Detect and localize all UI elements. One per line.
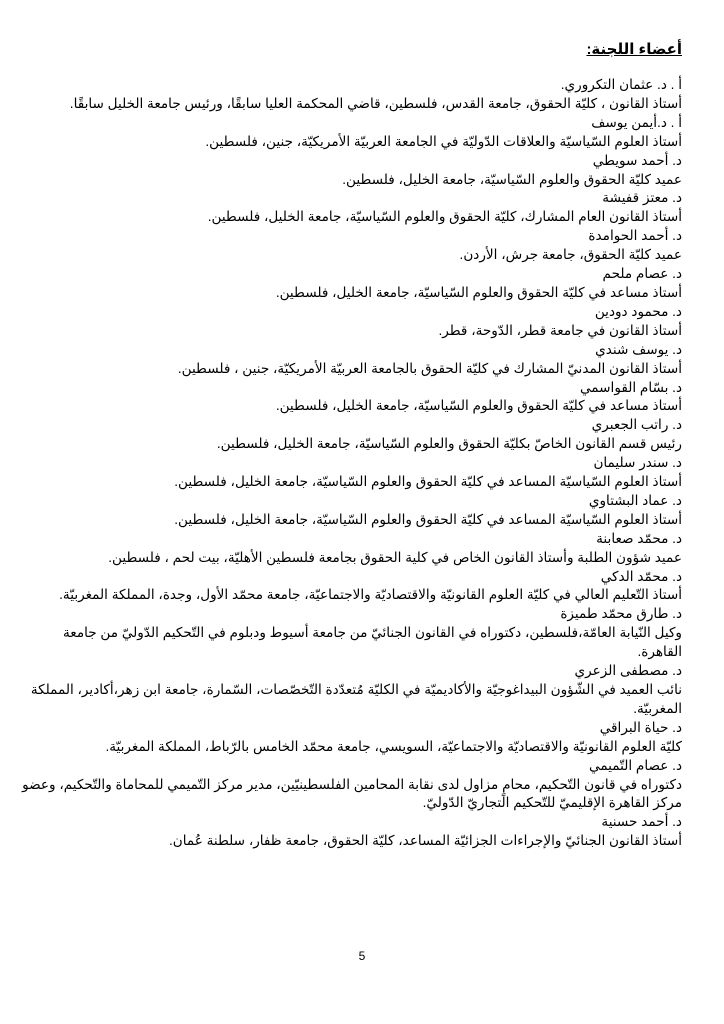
member-entry [22, 303, 682, 341]
member-name: د. سندر سليمان [593, 455, 682, 471]
member-title: أستاذ القانون في جامعة قطر، الدّوحة، قطر. [438, 322, 682, 338]
member-name: د. بسّام القواسمي [579, 379, 682, 395]
member-entry [22, 76, 682, 114]
member-title: أستاذ مساعد في كليّة الحقوق والعلوم السّياسيّة، جامعة الخليل، فلسطين. [275, 284, 682, 300]
member-name: د. معتز قفيشة [602, 190, 682, 206]
member-title: كليّة العلوم القانونيّة والاقتصاديّة والاجتماعيّة، السويسي، جامعة محمّد الخامس بالرّباط، المملكة المغربيّة. [105, 738, 682, 754]
member-title: عميد كليّة الحقوق، جامعة جرش، الأردن. [459, 247, 682, 263]
page-number: 5 [358, 949, 366, 963]
member-name: د. عصام التّميمي [588, 757, 682, 773]
member-title: أستاذ القانون المدنيّ المشارك في كليّة الحقوق بالجامعة العربيّة الأمريكيّة، جنين ، فلسطين. [177, 360, 682, 376]
member-entry [22, 227, 682, 265]
member-name: د. محمود دودين [594, 303, 682, 319]
member-name: أ . د.أيمن يوسف [591, 114, 682, 130]
member-name: د. عماد البشتاوي [588, 492, 682, 508]
member-name: د. مصطفى الزعري [574, 663, 682, 679]
member-title: عميد شؤون الطلبة وأستاذ القانون الخاص في كلية الحقوق بجامعة فلسطين الأهليّة، بيت لحم ، فلسطين. [108, 549, 682, 565]
member-entry [22, 189, 682, 227]
member-title: أستاذ التّعليم العالي في كليّة العلوم القانونيّة والاقتصاديّة والاجتماعيّة، جامعة محمّد الأول، وجدة، المملكة المغربيّة. [59, 587, 682, 603]
member-name: أ . د. عثمان التكروري. [560, 77, 682, 92]
member-name: د. طارق محمّد طميزة [560, 606, 682, 622]
member-entry [22, 152, 682, 190]
member-entry [22, 662, 682, 719]
member-title: عميد كليّة الحقوق والعلوم السّياسيّة، جامعة الخليل، فلسطين. [342, 171, 682, 187]
member-title: أستاذ مساعد في كليّة الحقوق والعلوم السّياسيّة، جامعة الخليل، فلسطين. [275, 398, 682, 414]
member-title: أستاذ العلوم السّياسيّة والعلاقات الدّوليّة في الجامعة العربيّة الأمريكيّة، جنين، فلسطين. [205, 133, 682, 149]
member-title: أستاذ القانون ، كليّة الحقوق، جامعة القدس، فلسطين، قاضي المحكمة العليا سابقًا، ورئيس جامعة الخليل سابقًا. [69, 95, 682, 111]
member-name: د. راتب الجعبري [591, 417, 682, 433]
member-name: د. محمّد صعابنة [596, 530, 682, 546]
committee-members-list [22, 76, 682, 851]
member-entry [22, 757, 682, 814]
member-entry [22, 454, 682, 492]
member-name: د. يوسف شندي [595, 341, 682, 357]
member-title: أستاذ العلوم السّياسيّة المساعد في كليّة الحقوق والعلوم السّياسيّة، جامعة الخليل، فلسطين. [174, 511, 682, 527]
member-name: د. عصام ملحم [602, 266, 682, 282]
member-entry [22, 341, 682, 379]
member-entry [22, 114, 682, 152]
member-name: د. أحمد سويطي [592, 152, 682, 168]
member-entry [22, 265, 682, 303]
member-title: رئيس قسم القانون الخاصّ بكليّة الحقوق والعلوم السّياسيّة، جامعة الخليل، فلسطين. [216, 436, 682, 452]
member-title: نائب العميد في الشّؤون البيداغوجيّة والأكاديميّة في الكليّة مُتعدّدة التّخصّصات، السّمارة، جامعة ابن زهر،أكادير، المملكة المغربيّة. [30, 682, 682, 716]
member-entry [22, 605, 682, 662]
member-entry [22, 416, 682, 454]
member-name: د. أحمد الحوامدة [588, 228, 682, 244]
member-title: دكتوراه في قانون التّحكيم، محامٍ مزاول لدى نقابة المحامين الفلسطينيّين، مدير مركز التّميمي للمحاماة والتّحكيم، وعضو مركز القاهرة الإقليميّ للتّحكيم التجاريّ الدّوليّ. [22, 776, 682, 811]
committee-heading: أعضاء اللجنة: [586, 41, 682, 58]
member-name: د. حياة البراقي [599, 719, 682, 735]
member-entry [22, 492, 682, 530]
member-entry [22, 719, 682, 757]
member-title: أستاذ القانون العام المشارك، كليّة الحقوق والعلوم السّياسيّة، جامعة الخليل، فلسطين. [207, 209, 682, 225]
member-title: وكيل النّيابة العامّة،فلسطين، دكتوراه في القانون الجنائيّ من جامعة أسيوط ودبلوم في التّحكيم الدّوليّ من جامعة القاهرة. [62, 625, 682, 660]
member-name: د. محمّد الدكي [600, 568, 682, 584]
member-entry [22, 530, 682, 568]
member-entry [22, 379, 682, 417]
member-name: د. أحمد حسنية [601, 814, 682, 830]
member-entry [22, 568, 682, 606]
member-title: أستاذ العلوم السّياسيّة المساعد في كليّة الحقوق والعلوم السّياسيّة، جامعة الخليل، فلسطين. [174, 474, 682, 490]
member-title: أستاذ القانون الجنائيّ والإجراءات الجزائيّة المساعد، كليّة الحقوق، جامعة ظفار، سلطنة عُمان. [168, 833, 682, 849]
member-entry [22, 813, 682, 851]
